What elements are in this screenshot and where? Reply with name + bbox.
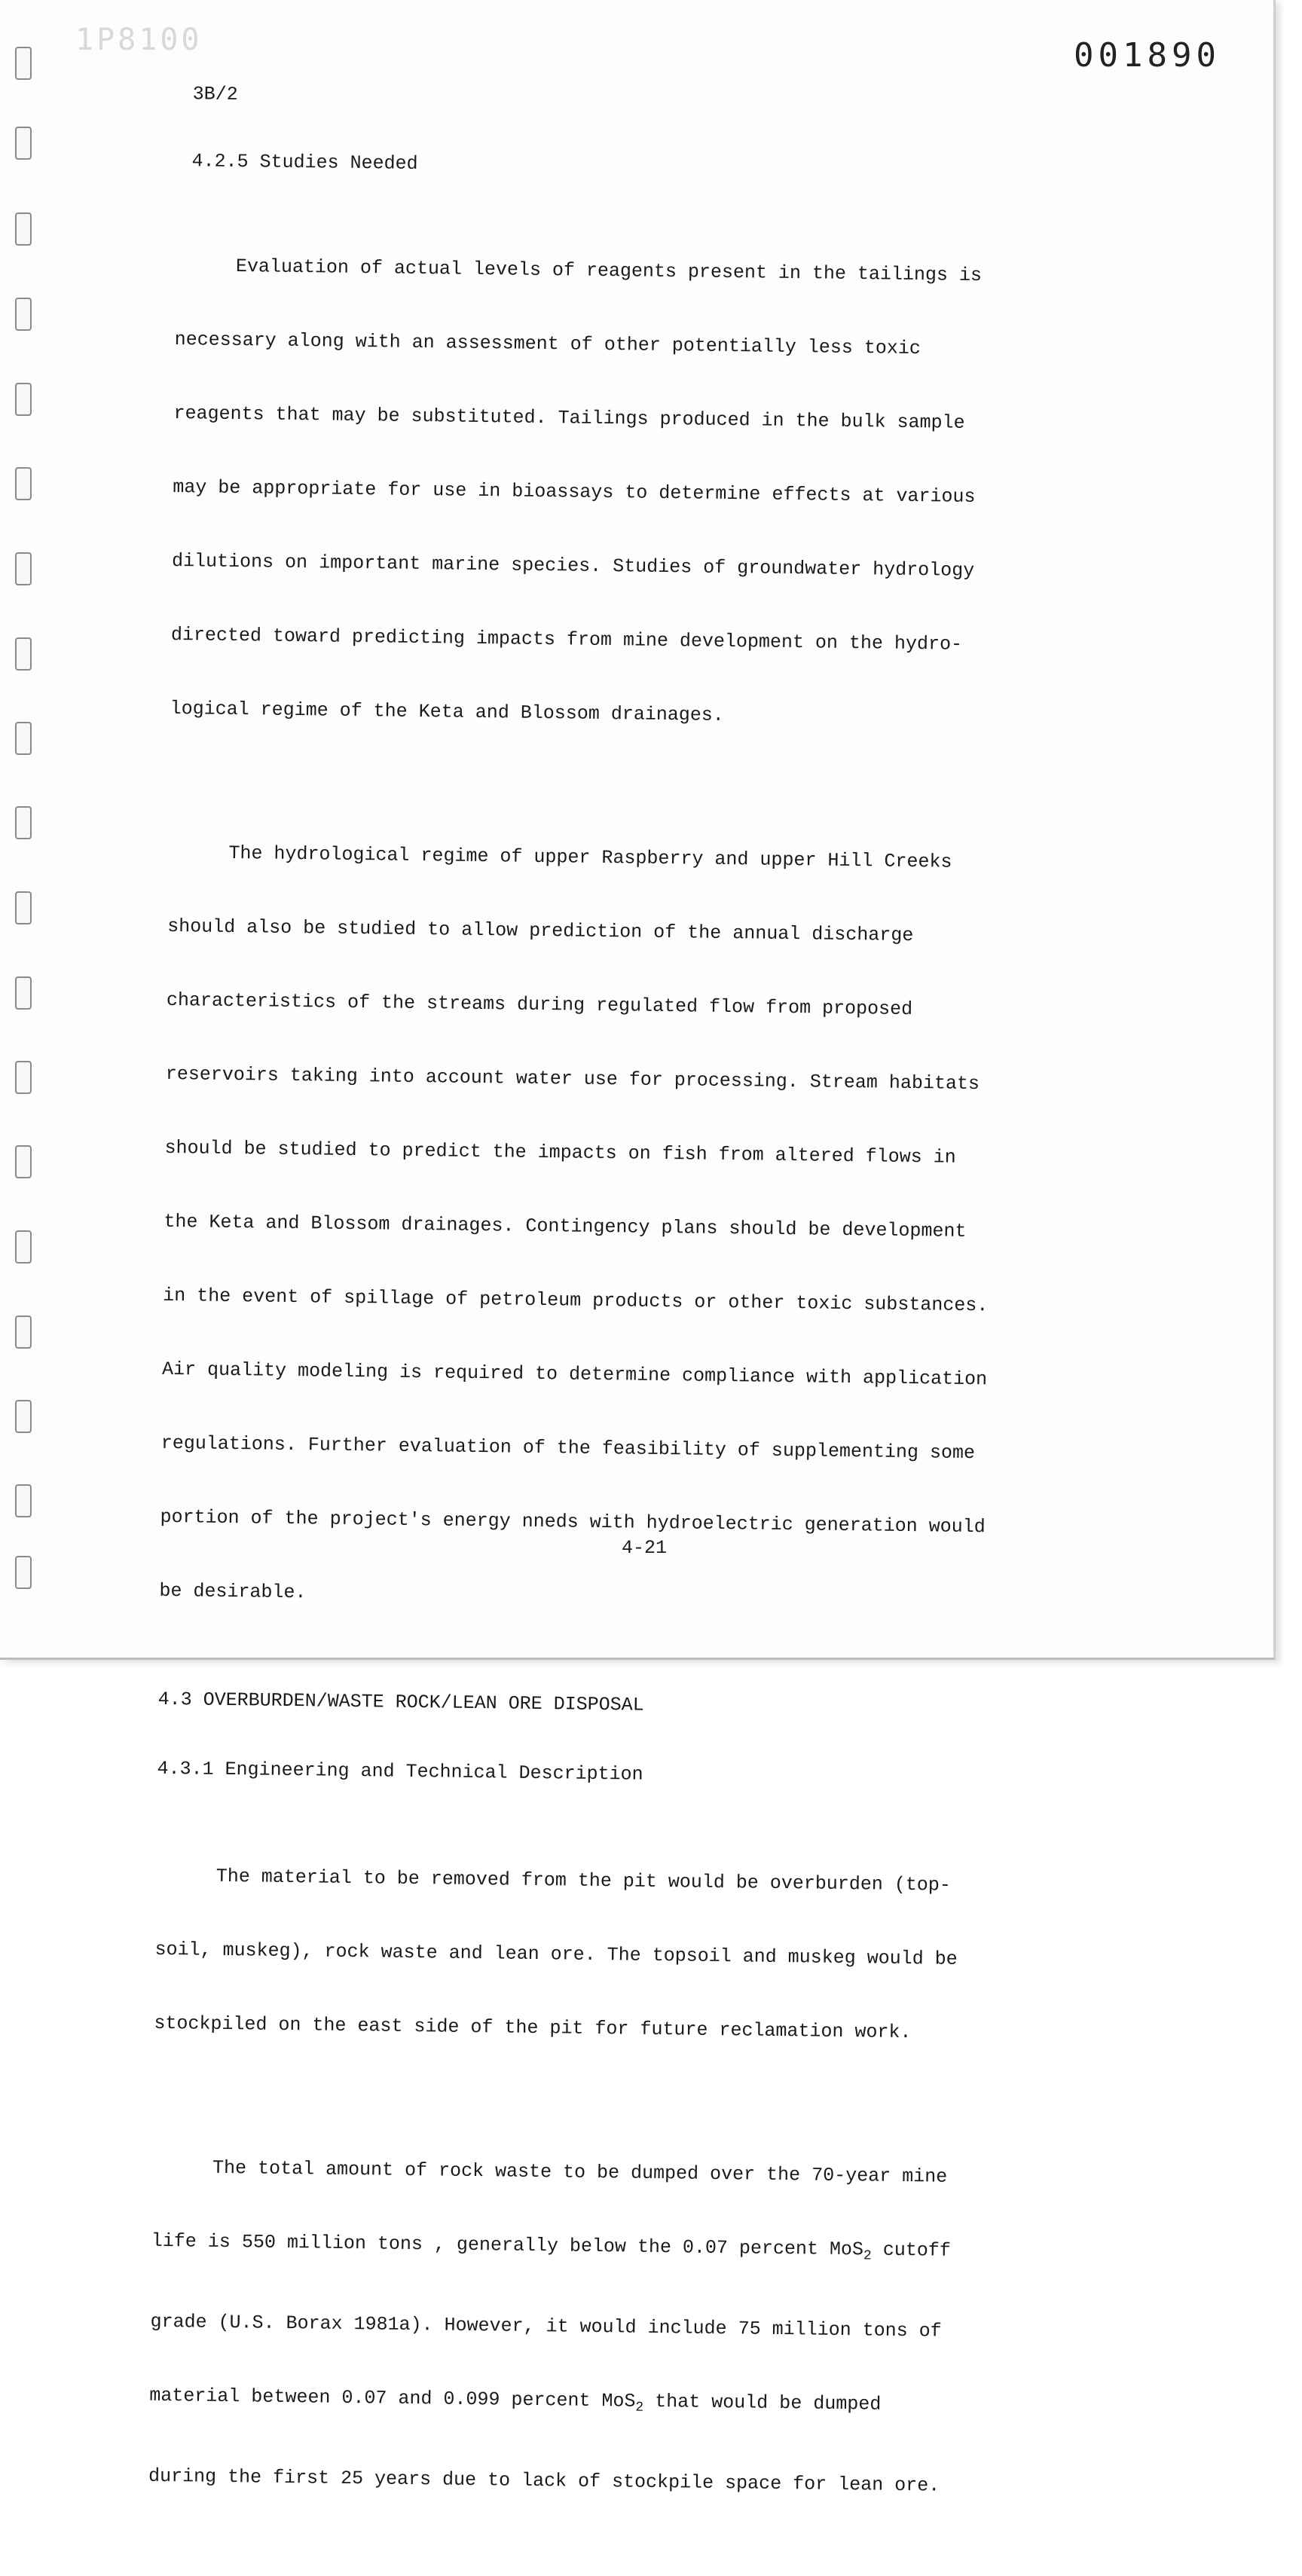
punch-hole-icon — [15, 467, 32, 500]
text-run: material between 0.07 and 0.099 percent MoS — [149, 2384, 636, 2413]
punch-hole-icon — [15, 212, 32, 246]
subscript: 2 — [863, 2248, 872, 2264]
punch-hole-icon — [15, 976, 32, 1010]
document-code: 3B/2 — [192, 83, 238, 105]
text-line: necessary along with an assessment of other potentially less toxic — [174, 328, 921, 360]
text-line — [151, 2223, 1093, 2278]
text-run: cutoff — [871, 2238, 951, 2262]
punch-hole-icon — [15, 1400, 32, 1433]
text-line: dilutions on important marine species. Studies of groundwater hydrology — [171, 549, 975, 582]
text-line: directed toward predicting impacts from mine development on the hydro- — [170, 623, 963, 655]
punch-hole-icon — [15, 891, 32, 924]
text-line: stockpiled on the east side of the pit for future reclamation work. — [154, 2012, 912, 2044]
section-heading-4-3-1: 4.3.1 Engineering and Technical Description — [157, 1757, 643, 1786]
text-line: may be appropriate for use in bioassays to determine effects at various — [173, 475, 976, 508]
text-line: reservoirs taking into account water use for processing. Stream habitats — [165, 1062, 980, 1095]
paragraph-studies-2 — [159, 797, 1111, 1658]
text-line: The material to be removed from the pit would be overburden (top- — [215, 1865, 952, 1896]
punch-hole-icon — [15, 1484, 32, 1517]
punch-hole-icon — [15, 806, 32, 839]
punch-hole-icon — [15, 47, 32, 80]
document-number-stamp: 001890 — [1074, 36, 1221, 75]
punch-hole-icon — [15, 1316, 32, 1349]
punch-hole-icon — [15, 552, 32, 585]
punch-hole-icon — [15, 127, 32, 160]
paragraph-engineering-1 — [154, 1820, 1099, 2090]
text-line: should be studied to predict the impacts on fish from altered flows in — [164, 1136, 956, 1169]
text-line: Evaluation of actual levels of reagents present in the tailings is — [235, 255, 983, 287]
punch-hole-icon — [15, 722, 32, 755]
text-line: logical regime of the Keta and Blossom drainages. — [170, 697, 724, 726]
punch-hole-icon — [15, 1061, 32, 1094]
punch-hole-icon — [15, 637, 32, 671]
text-line: The hydrological regime of upper Raspberry and upper Hill Creeks — [228, 842, 952, 873]
text-line: Air quality modeling is required to determine compliance with application — [161, 1358, 988, 1391]
text-line — [149, 2377, 1092, 2432]
text-run: life is 550 million tons , generally below the 0.07 percent MoS — [151, 2229, 864, 2261]
punch-hole-icon — [15, 1230, 32, 1264]
subscript: 2 — [635, 2400, 644, 2416]
section-heading-4-3: 4.3 OVERBURDEN/WASTE ROCK/LEAN ORE DISPOSAL — [157, 1688, 644, 1716]
text-line: the Keta and Blossom drainages. Contingency plans should be development — [164, 1210, 967, 1242]
text-line: portion of the project's energy nneds with hydroelectric generation would — [160, 1505, 986, 1539]
text-line: during the first 25 years due to lack of stockpile space for lean ore. — [148, 2464, 940, 2497]
binder-holes — [15, 0, 45, 1612]
text-line: characteristics of the streams during regulated flow from proposed — [166, 989, 913, 1021]
text-run: that would be dumped — [643, 2390, 882, 2416]
punch-hole-icon — [15, 1145, 32, 1178]
paragraph-engineering-2 — [148, 2112, 1095, 2543]
text-line: should also be studied to allow prediction of the annual discharge — [167, 915, 914, 947]
punch-hole-icon — [15, 383, 32, 416]
text-line: soil, muskeg), rock waste and lean ore. The topsoil and muskeg would be — [154, 1938, 958, 1970]
text-line: in the event of spillage of petroleum products or other toxic substances. — [163, 1284, 989, 1317]
text-line: reagents that may be substituted. Tailings produced in the bulk sample — [173, 402, 965, 434]
text-line: regulations. Further evaluation of the feasibility of supplementing some — [160, 1432, 976, 1465]
document-body — [148, 75, 1120, 2576]
section-heading-4-2-5: 4.2.5 Studies Needed — [191, 150, 418, 175]
punch-hole-icon — [15, 298, 32, 331]
text-line: be desirable. — [159, 1579, 307, 1604]
text-line: The total amount of rock waste to be dumped over the 70-year mine — [212, 2156, 948, 2188]
faded-stamp: 1P8100 — [75, 23, 203, 57]
text-line: grade (U.S. Borax 1981a). However, it would include 75 million tons of — [150, 2310, 942, 2342]
punch-hole-icon — [15, 1556, 32, 1589]
paragraph-studies-1 — [170, 210, 1118, 775]
page-number: 4-21 — [622, 1537, 668, 1559]
